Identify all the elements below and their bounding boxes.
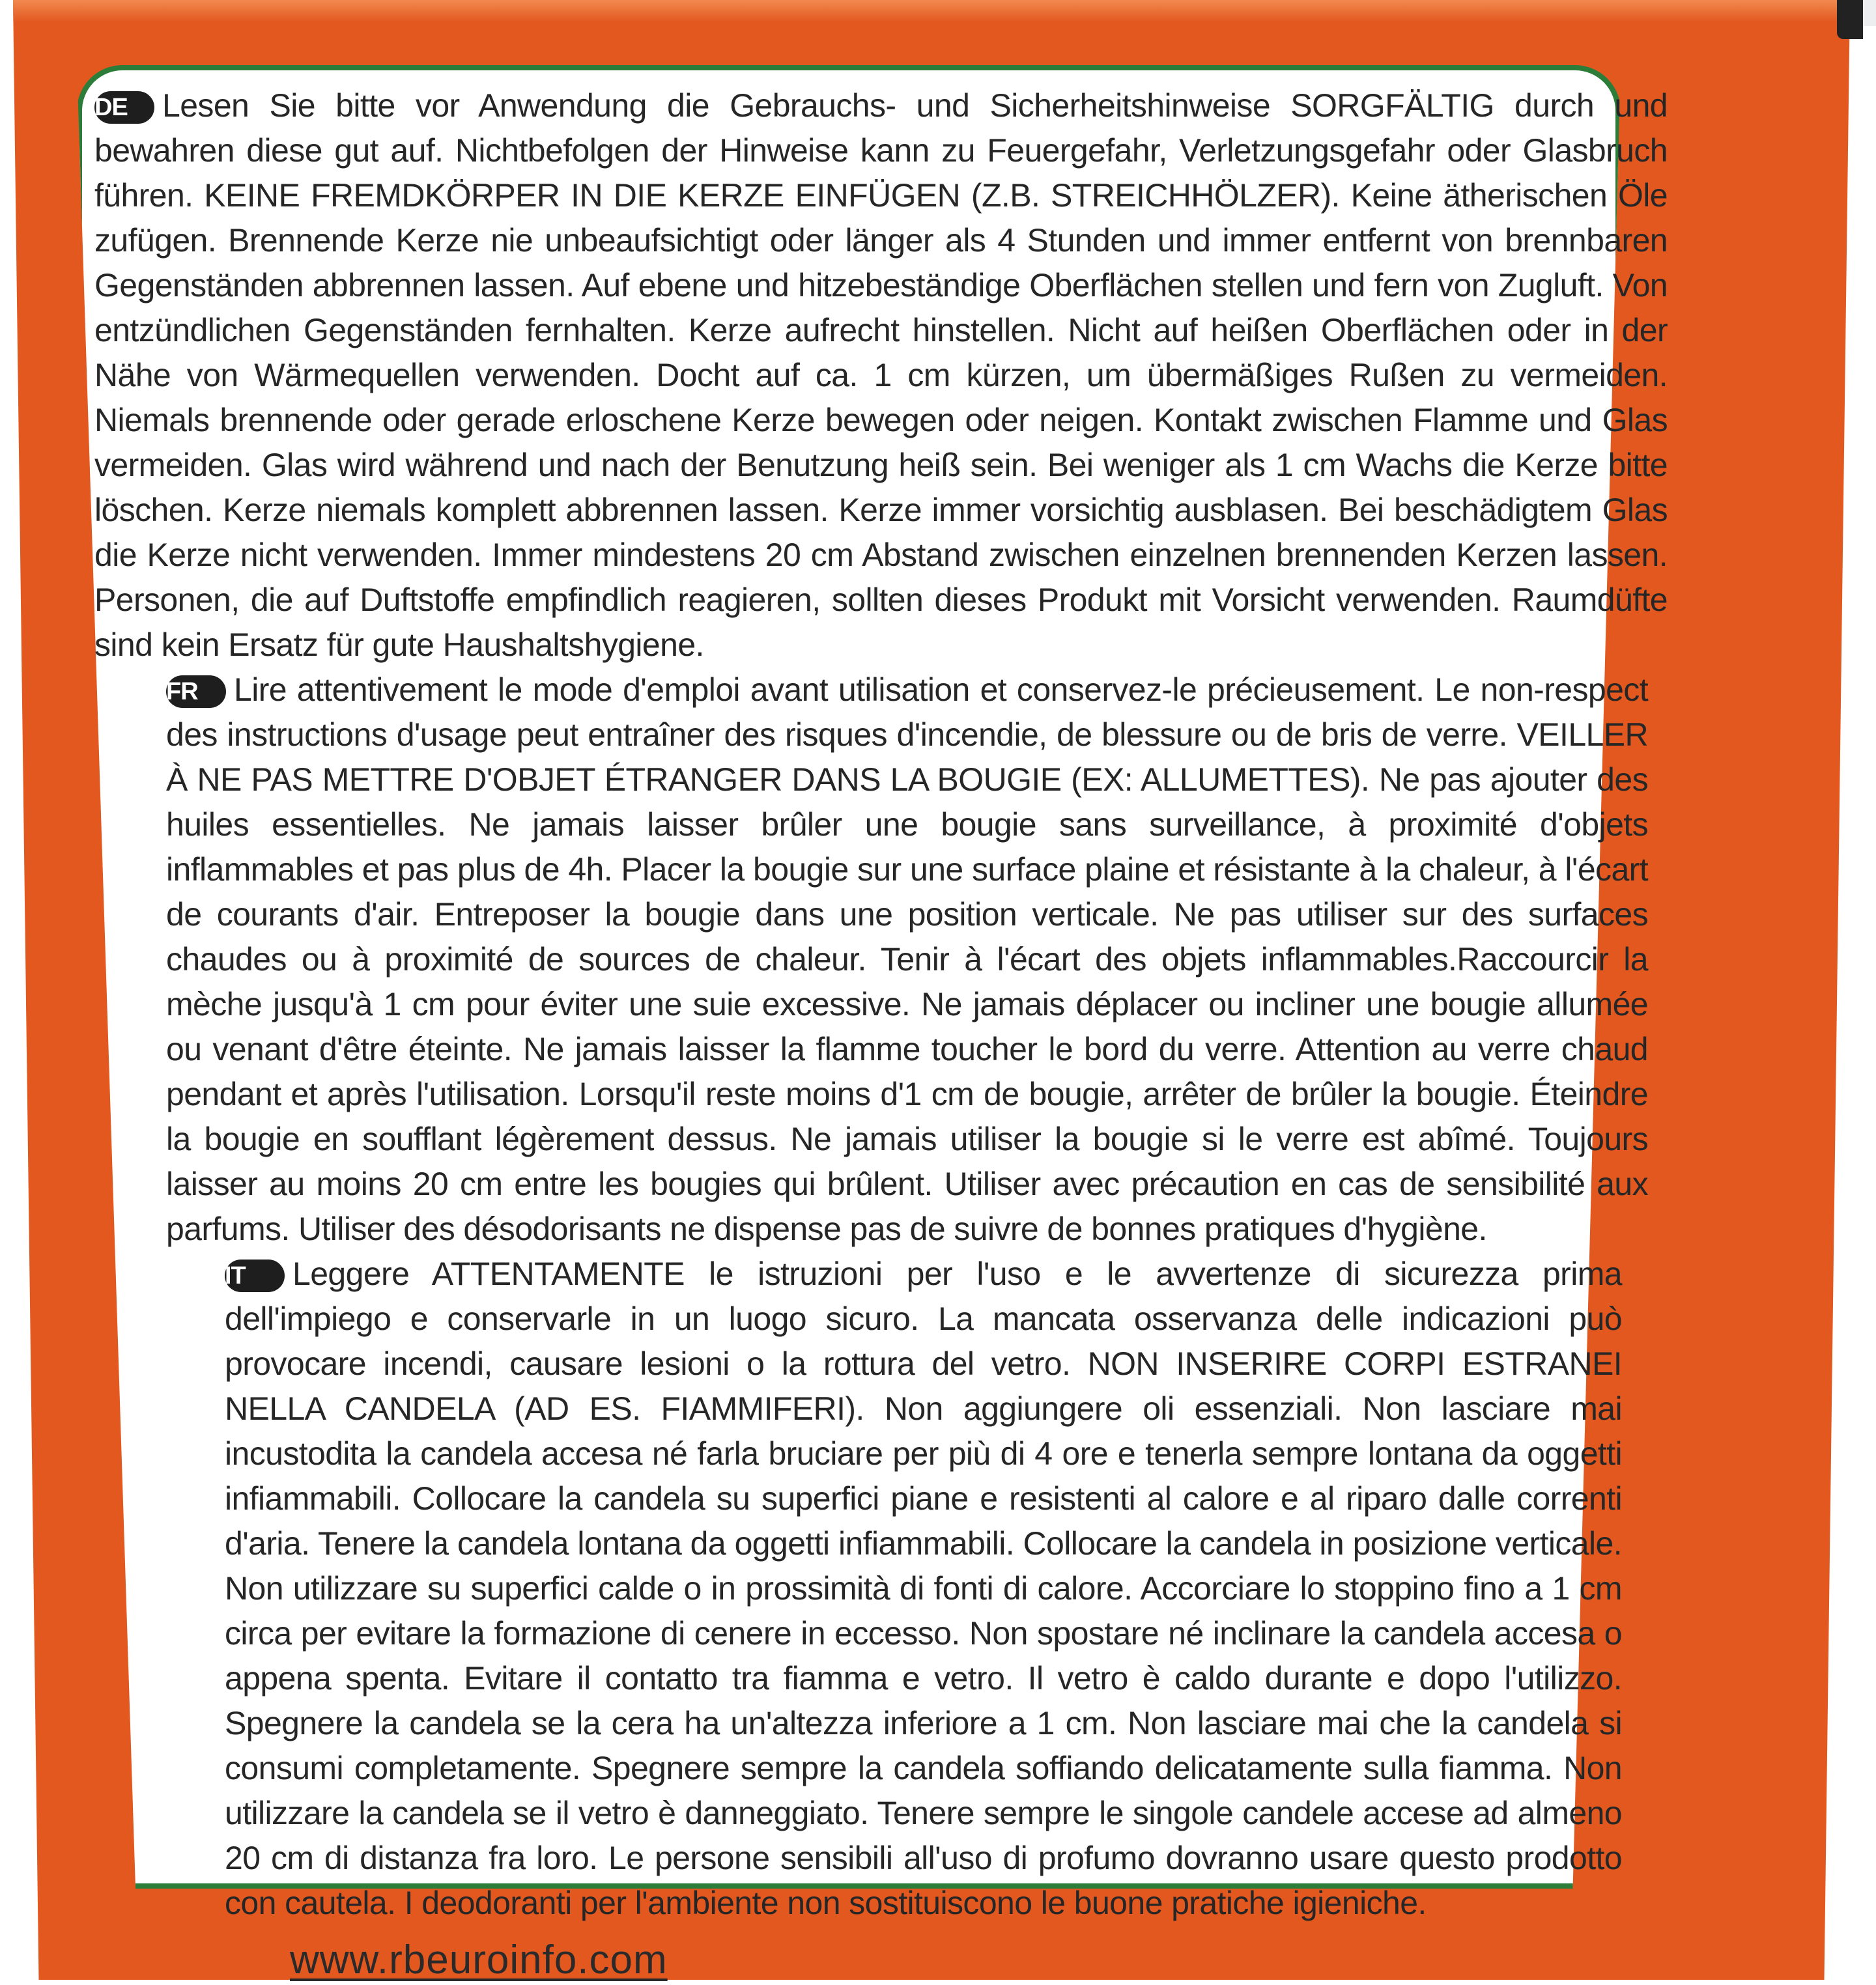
section-de-text: Lesen Sie bitte vor Anwendung die Gebrauchs- und Sicherheitshinweise SORGFÄLTIG durch und bewahren diese gut auf. Nichtbefolgen der Hinweise kann zu Feuergefahr, Verletzungsgefahr oder Glasbruch führen. KEINE FREMDKÖRPER IN DIE KERZE EINFÜGEN (Z.B. STREICHHÖLZER). Keine ätherischen Öle zufügen. Brennende Kerze nie unbeaufsichtigt oder länger als 4 Stunden und immer entfernt von brennbaren Gegenständen abbrennen lassen. Auf ebene und hitzebeständige Oberflächen stellen und fern von Zugluft. Von entzündlichen Gegenständen fernhalten. Kerze aufrecht hinstellen. Nicht auf heißen Oberflächen oder in der Nähe von Wärmequellen verwenden. Docht auf ca. 1 cm kürzen, um übermäßiges Rußen zu vermeiden. Niemals brennende oder gerade erloschene Kerze bewegen oder neigen. Kontakt zwischen Flamme und Glas vermeiden. Glas wird während und nach der Benutzung heiß sein. Bei weniger als 1 cm Wachs die Kerze bitte löschen. Kerze niemals komplett abbrennen lassen. Kerze immer vorsichtig ausblasen. Bei beschädigtem Glas die Kerze nicht verwenden. Immer mindestens 20 cm Abstand zwischen einzelnen brennenden Kerzen lassen. Personen, die auf Duftstoffe empfindlich reagieren, sollten dieses Produkt mit Vorsicht verwenden. Raumdüfte sind kein Ersatz für gute Haushaltshygiene. [94, 87, 1668, 663]
website-link[interactable]: www.rbeuroinfo.com [290, 1937, 668, 1982]
language-badge-fr: FR [166, 675, 226, 708]
section-de [94, 83, 1668, 668]
section-fr [94, 668, 1668, 1252]
package-top-rim [13, 0, 1850, 22]
section-it-text: Leggere ATTENTAMENTE le istruzioni per l'uso e le avvertenze di sicurezza prima dell'impiego e conservarle in un luogo sicuro. La mancata osservanza delle indicazioni può provocare incendi, causare lesioni o la rottura del vetro. NON INSERIRE CORPI ESTRANEI NELLA CANDELA (AD ES. FIAMMIFERI). Non aggiungere oli essenziali. Non lasciare mai incustodita la candela accesa né farla bruciare per più di 4 ore e tenerla sempre lontana da oggetti infiammabili. Collocare la candela su superfici piane e resistenti al calore e al riparo dalle correnti d'aria. Tenere la candela lontana da oggetti infiammabili. Collocare la candela in posizione verticale. Non utilizzare su superfici calde o in prossimità di fonti di calore. Accorciare lo stoppino fino a 1 cm circa per evitare la formazione di cenere in eccesso. Non spostare né inclinare la candela accesa o appena spenta. Evitare il contatto tra fiamma e vetro. Il vetro è caldo durante e dopo l'utilizzo. Spegnere la candela se la cera ha un'altezza inferiore a 1 cm. Non lasciare mai che la candela si consumi completamente. Spegnere sempre la candela soffiando delicatamente sulla fiamma. Non utilizzare la candela se il vetro è danneggiato. Tenere sempre le singole candele accese ad almeno 20 cm di distanza fra loro. Le persone sensibili all'uso di profumo dovranno usare questo prodotto con cautela. I deodoranti per l'ambiente non sostituiscono le buone pratiche igieniche. [225, 1256, 1622, 1921]
language-badge-de: DE [94, 91, 154, 124]
language-badge-it: IT [225, 1260, 285, 1292]
package-edge-shadow [1837, 0, 1863, 39]
instructions-text [94, 83, 1668, 1985]
section-fr-text: Lire attentivement le mode d'emploi avant utilisation et conservez-le précieusement. Le non-respect des instructions d'usage peut entraîner des risques d'incendie, de blessure ou de bris de verre. VEILLER À NE PAS METTRE D'OBJET ÉTRANGER DANS LA BOUGIE (EX: ALLUMETTES). Ne pas ajouter des huiles essentielles. Ne jamais laisser brûler une bougie sans surveillance, à proximité d'objets inflammables et pas plus de 4h. Placer la bougie sur une surface plaine et résistante à la chaleur, à l'écart de courants d'air. Entreposer la bougie dans une position verticale. Ne pas utiliser sur des surfaces chaudes ou à proximité de sources de chaleur. Tenir à l'écart des objets inflammables.Raccourcir la mèche jusqu'à 1 cm pour éviter une suie excessive. Ne jamais déplacer ou incliner une bougie allumée ou venant d'être éteinte. Ne jamais laisser la flamme toucher le bord du verre. Attention au verre chaud pendant et après l'utilisation. Lorsqu'il reste moins d'1 cm de bougie, arrêter de brûler la bougie. Éteindre la bougie en soufflant légèrement dessus. Ne jamais utiliser la bougie si le verre est abîmé. Toujours laisser au moins 20 cm entre les bougies qui brûlent. Utiliser avec précaution en cas de sensibilité aux parfums. Utiliser des désodorisants ne dispense pas de suivre de bonnes pratiques d'hygiène. [166, 671, 1648, 1247]
section-it [94, 1252, 1668, 1926]
